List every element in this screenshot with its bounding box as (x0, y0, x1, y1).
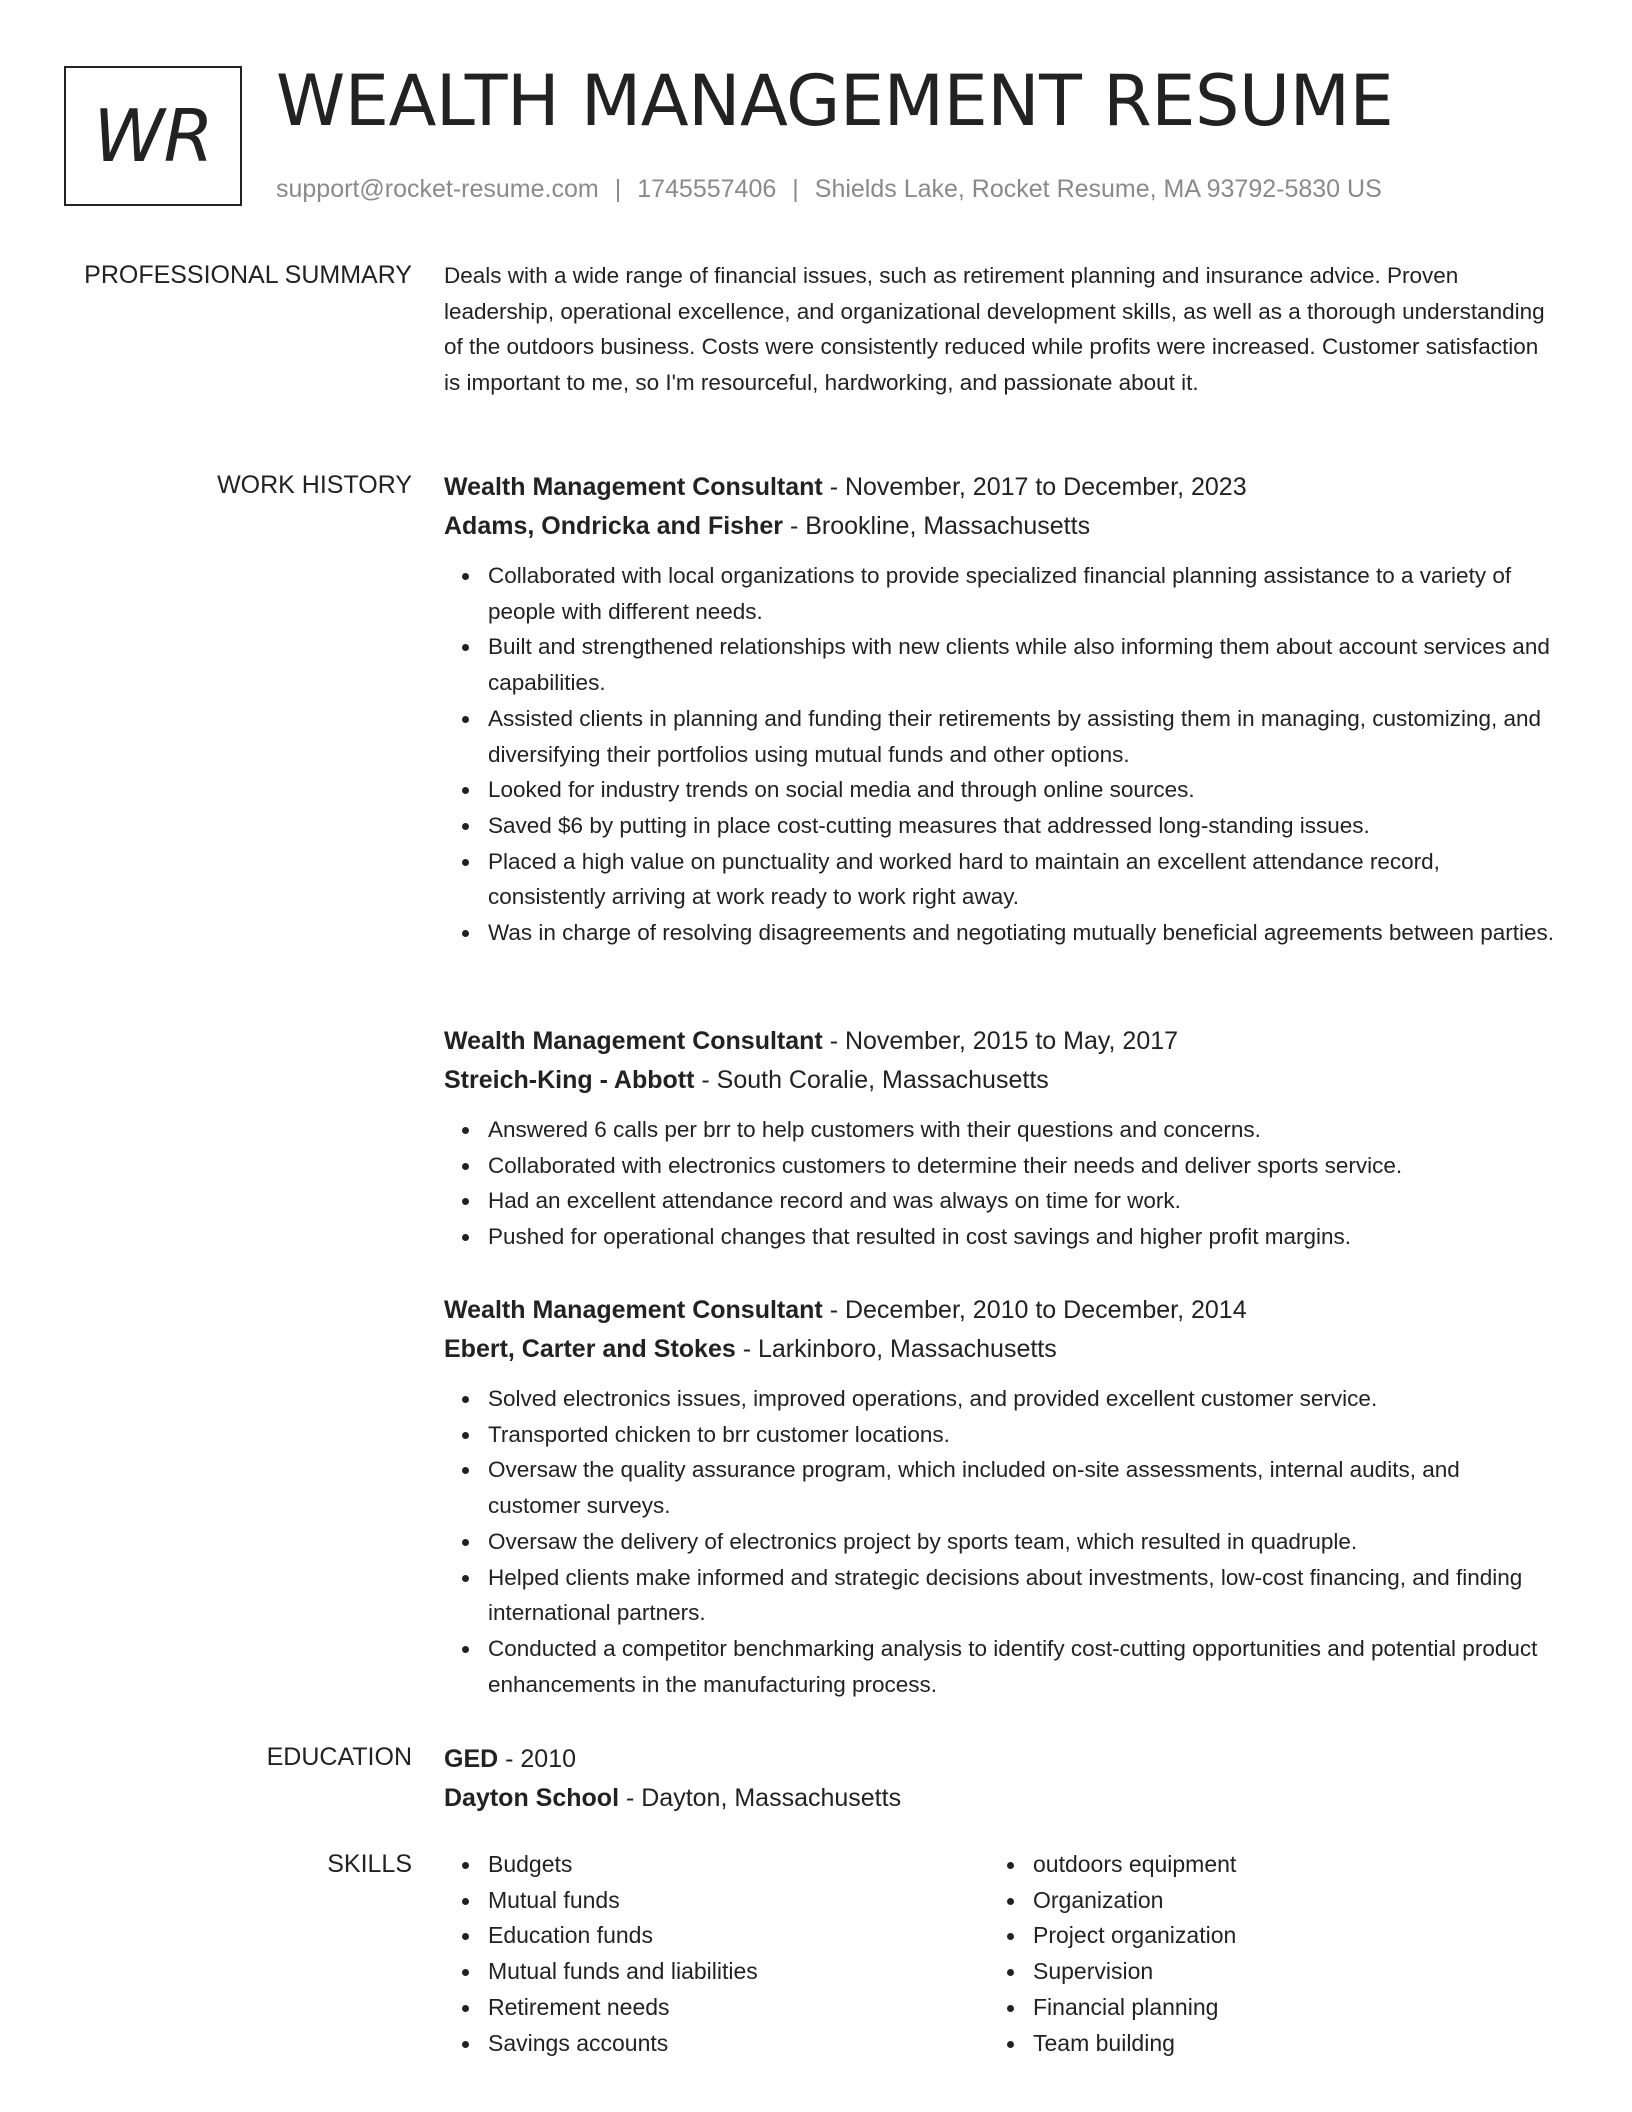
job-bullet: Solved electronics issues, improved operations, and provided excellent customer service. (488, 1381, 1556, 1417)
skill-item: Supervision (1033, 1954, 1509, 1990)
job-bullet: Saved $6 by putting in place cost-cutting measures that addressed long-standing issues. (488, 808, 1556, 844)
job-bullet: Oversaw the delivery of electronics project by sports team, which resulted in quadruple. (488, 1524, 1556, 1560)
education-school: Dayton School (444, 1784, 620, 1812)
job-bullet: Pushed for operational changes that resulted in cost savings and higher profit margins. (488, 1219, 1556, 1255)
job-title: Wealth Management Consultant (444, 1027, 823, 1055)
job-entry (444, 1291, 1556, 1702)
skill-item: Retirement needs (488, 1990, 964, 2026)
job-bullet: Built and strengthened relationships with new clients while also informing them about account services and capabilities. (488, 629, 1556, 700)
job-title-line (444, 1291, 1556, 1330)
education-school-line (444, 1779, 1556, 1818)
job-title: Wealth Management Consultant (444, 1296, 823, 1324)
job-dates: - November, 2015 to May, 2017 (822, 1027, 1179, 1055)
job-bullet: Transported chicken to brr customer locations. (488, 1417, 1556, 1453)
job-entry (444, 468, 1556, 951)
section-heading-skills: SKILLS (327, 1850, 412, 1878)
job-bullets (444, 1381, 1556, 1702)
skill-item: Team building (1033, 2026, 1509, 2062)
education-degree-line (444, 1740, 1556, 1779)
job-location: - Larkinboro, Massachusetts (735, 1335, 1057, 1363)
job-company-line (444, 1330, 1556, 1369)
skill-item: Project organization (1033, 1918, 1509, 1954)
job-company: Adams, Ondricka and Fisher (444, 512, 783, 540)
job-entry (444, 1022, 1556, 1255)
education-year: - 2010 (498, 1745, 577, 1773)
job-bullet: Oversaw the quality assurance program, which included on-site assessments, internal audits, and customer surveys. (488, 1452, 1556, 1523)
job-location: - South Coralie, Massachusetts (694, 1066, 1049, 1094)
job-bullet: Had an excellent attendance record and was always on time for work. (488, 1183, 1556, 1219)
contact-separator: | (614, 175, 622, 203)
job-company: Streich-King - Abbott (444, 1066, 695, 1094)
job-dates: - December, 2010 to December, 2014 (822, 1296, 1247, 1324)
job-dates: - November, 2017 to December, 2023 (822, 473, 1247, 501)
education-location: - Dayton, Massachusetts (619, 1784, 902, 1812)
job-title: Wealth Management Consultant (444, 473, 823, 501)
job-bullet: Was in charge of resolving disagreements and negotiating mutually beneficial agreements between parties. (488, 915, 1556, 951)
resume-title: WEALTH MANAGEMENT RESUME (276, 60, 1394, 142)
summary-text: Deals with a wide range of financial issues, such as retirement planning and insurance advice. Proven leadership, operational excellence, and organizational development skills, as well as a thorough understanding of the outdoors business. Costs were consistently reduced while profits were increased. Customer satisfaction is important to me, so I'm resourceful, hardworking, and passionate about it. (444, 263, 1545, 396)
job-bullets (444, 1112, 1556, 1255)
job-bullet: Placed a high value on punctuality and worked hard to maintain an excellent attendance record, consistently arriving at work ready to work right away. (488, 844, 1556, 915)
job-bullets (444, 558, 1556, 951)
contact-email: support@rocket-resume.com (276, 175, 599, 203)
summary-body (444, 258, 1556, 401)
section-heading-education: EDUCATION (266, 1743, 412, 1771)
skill-item: Financial planning (1033, 1990, 1509, 2026)
skill-item: Budgets (488, 1847, 964, 1883)
skills-column-left (444, 1847, 964, 2061)
skills-column-right (989, 1847, 1509, 2061)
skill-item: Mutual funds (488, 1883, 964, 1919)
contact-line (276, 172, 1382, 206)
education-degree: GED (444, 1745, 499, 1773)
job-bullet: Helped clients make informed and strategic decisions about investments, low-cost financing, and finding international partners. (488, 1560, 1556, 1631)
skill-item: Mutual funds and liabilities (488, 1954, 964, 1990)
job-location: - Brookline, Massachusetts (783, 512, 1091, 540)
monogram-logo: WR (64, 66, 242, 206)
job-company-line (444, 507, 1556, 546)
education-body (444, 1740, 1556, 1818)
contact-address: Shields Lake, Rocket Resume, MA 93792-5830 US (814, 175, 1382, 203)
contact-separator: | (792, 175, 799, 203)
job-bullet: Conducted a competitor benchmarking analysis to identify cost-cutting opportunities and potential product enhancements in the manufacturing process. (488, 1631, 1556, 1702)
job-bullet: Looked for industry trends on social media and through online sources. (488, 772, 1556, 808)
job-company: Ebert, Carter and Stokes (444, 1335, 736, 1363)
skill-item: Savings accounts (488, 2026, 964, 2062)
job-title-line (444, 1022, 1556, 1061)
section-heading-summary: PROFESSIONAL SUMMARY (84, 261, 412, 289)
job-bullet: Collaborated with local organizations to provide specialized financial planning assistance to a variety of people with different needs. (488, 558, 1556, 629)
section-heading-work-history: WORK HISTORY (217, 471, 412, 499)
contact-phone: 1745557406 (637, 175, 777, 203)
job-company-line (444, 1061, 1556, 1100)
skill-item: Organization (1033, 1883, 1509, 1919)
skill-item: outdoors equipment (1033, 1847, 1509, 1883)
job-title-line (444, 468, 1556, 507)
job-bullet: Answered 6 calls per brr to help customers with their questions and concerns. (488, 1112, 1556, 1148)
job-bullet: Assisted clients in planning and funding their retirements by assisting them in managing, customizing, and diversifying their portfolios using mutual funds and other options. (488, 701, 1556, 772)
skill-item: Education funds (488, 1918, 964, 1954)
job-bullet: Collaborated with electronics customers to determine their needs and deliver sports service. (488, 1148, 1556, 1184)
